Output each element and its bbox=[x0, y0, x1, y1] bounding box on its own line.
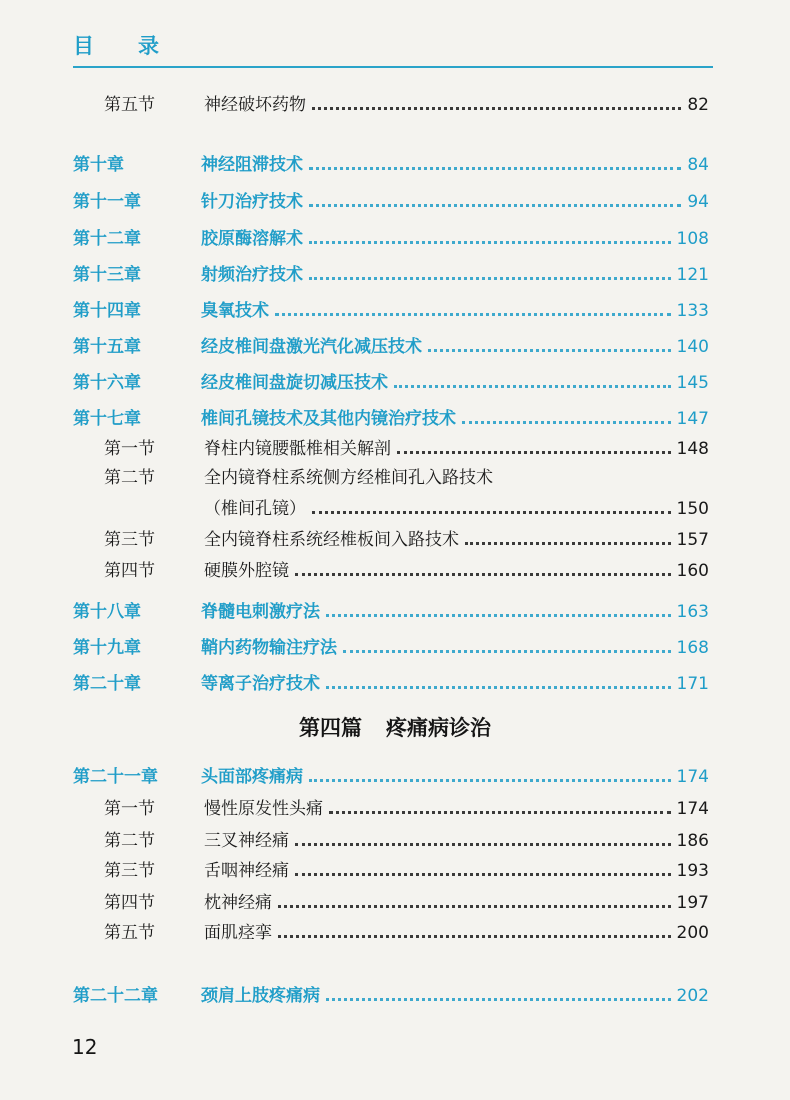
entry-number: 第四节 bbox=[104, 893, 155, 913]
entry-number: 第十六章 bbox=[73, 373, 141, 393]
toc-entry[interactable] bbox=[104, 525, 709, 555]
entry-page: 197 bbox=[676, 893, 709, 913]
dot-leader bbox=[326, 672, 671, 689]
entry-number: 第三节 bbox=[104, 861, 155, 881]
entry-page: 84 bbox=[687, 155, 709, 175]
entry-title: 神经破坏药物 bbox=[204, 95, 306, 115]
toc-entry[interactable] bbox=[104, 918, 709, 948]
entry-title: 面肌痉挛 bbox=[204, 923, 272, 943]
entry-page: 148 bbox=[676, 439, 709, 459]
toc-entry[interactable] bbox=[104, 90, 709, 120]
part-title-text: 疼痛病诊治 bbox=[386, 715, 491, 740]
dot-leader bbox=[312, 93, 681, 110]
toc-entry[interactable] bbox=[104, 826, 709, 856]
header-title: 目录 bbox=[73, 34, 203, 58]
part-number: 第四篇 bbox=[299, 715, 362, 740]
toc-entry[interactable] bbox=[73, 597, 709, 627]
entry-number: 第三节 bbox=[104, 530, 155, 550]
entry-number: 第二节 bbox=[104, 468, 155, 488]
entry-page: 133 bbox=[676, 301, 709, 321]
dot-leader bbox=[394, 371, 671, 388]
entry-page: 147 bbox=[676, 409, 709, 429]
dot-leader bbox=[309, 227, 671, 244]
entry-page: 140 bbox=[676, 337, 709, 357]
entry-title: 枕神经痛 bbox=[204, 893, 272, 913]
entry-title: 脊髓电刺激疗法 bbox=[201, 602, 320, 622]
dot-leader bbox=[278, 891, 671, 908]
dot-leader bbox=[275, 299, 671, 316]
entry-number: 第十二章 bbox=[73, 229, 141, 249]
entry-title: 三叉神经痛 bbox=[204, 831, 289, 851]
entry-number: 第十章 bbox=[73, 155, 124, 175]
entry-page: 168 bbox=[676, 638, 709, 658]
entry-number: 第十五章 bbox=[73, 337, 141, 357]
entry-number: 第二十章 bbox=[73, 674, 141, 694]
entry-page: 171 bbox=[676, 674, 709, 694]
entry-page: 121 bbox=[676, 265, 709, 285]
entry-number: 第十八章 bbox=[73, 602, 141, 622]
entry-number: 第十四章 bbox=[73, 301, 141, 321]
dot-leader bbox=[326, 984, 671, 1001]
toc-entry[interactable] bbox=[73, 633, 709, 663]
entry-title: 硬膜外腔镜 bbox=[204, 561, 289, 581]
toc-entry[interactable] bbox=[104, 888, 709, 918]
entry-page: 163 bbox=[676, 602, 709, 622]
dot-leader bbox=[309, 153, 681, 170]
entry-number: 第十九章 bbox=[73, 638, 141, 658]
dot-leader bbox=[312, 497, 671, 514]
entry-title: 胶原酶溶解术 bbox=[201, 229, 303, 249]
dot-leader bbox=[465, 528, 671, 545]
dot-leader bbox=[309, 263, 671, 280]
entry-page: 193 bbox=[676, 861, 709, 881]
entry-page: 174 bbox=[676, 767, 709, 787]
entry-page: 145 bbox=[676, 373, 709, 393]
toc-entry[interactable] bbox=[73, 150, 709, 180]
entry-title: 颈肩上肢疼痛病 bbox=[201, 986, 320, 1006]
entry-title: 全内镜脊柱系统经椎板间入路技术 bbox=[204, 530, 459, 550]
entry-number: 第一节 bbox=[104, 799, 155, 819]
entry-page: 186 bbox=[676, 831, 709, 851]
entry-number: 第四节 bbox=[104, 561, 155, 581]
entry-number: 第二节 bbox=[104, 831, 155, 851]
entry-title: 等离子治疗技术 bbox=[201, 674, 320, 694]
entry-title: 针刀治疗技术 bbox=[201, 192, 303, 212]
entry-page: 200 bbox=[676, 923, 709, 943]
dot-leader bbox=[326, 600, 671, 617]
entry-title: 经皮椎间盘激光汽化减压技术 bbox=[201, 337, 422, 357]
entry-number: 第一节 bbox=[104, 439, 155, 459]
entry-number: 第二十二章 bbox=[73, 986, 158, 1006]
toc-entry[interactable] bbox=[73, 260, 709, 290]
part-heading bbox=[0, 712, 790, 742]
entry-title: 神经阻滞技术 bbox=[201, 155, 303, 175]
toc-entry[interactable] bbox=[104, 463, 709, 493]
toc-entry[interactable] bbox=[73, 296, 709, 326]
dot-leader bbox=[329, 797, 671, 814]
dot-leader bbox=[343, 636, 671, 653]
toc-entry[interactable] bbox=[73, 981, 709, 1011]
toc-entry[interactable] bbox=[104, 494, 709, 524]
entry-page: 108 bbox=[676, 229, 709, 249]
toc-entry[interactable] bbox=[104, 434, 709, 464]
entry-number: 第十三章 bbox=[73, 265, 141, 285]
toc-entry[interactable] bbox=[73, 187, 709, 217]
dot-leader bbox=[397, 437, 671, 454]
entry-title: 慢性原发性头痛 bbox=[204, 799, 323, 819]
entry-number: 第五节 bbox=[104, 95, 155, 115]
dot-leader bbox=[309, 190, 681, 207]
dot-leader bbox=[428, 335, 671, 352]
toc-entry[interactable] bbox=[73, 368, 709, 398]
dot-leader bbox=[295, 829, 671, 846]
dot-leader bbox=[309, 765, 671, 782]
toc-entry[interactable] bbox=[104, 856, 709, 886]
toc-entry[interactable] bbox=[73, 224, 709, 254]
toc-entry[interactable] bbox=[104, 794, 709, 824]
entry-title: 全内镜脊柱系统侧方经椎间孔入路技术 bbox=[204, 468, 493, 488]
toc-entry[interactable] bbox=[73, 404, 709, 434]
entry-title: 脊柱内镜腰骶椎相关解剖 bbox=[204, 439, 391, 459]
dot-leader bbox=[295, 859, 671, 876]
entry-title: 鞘内药物输注疗法 bbox=[201, 638, 337, 658]
entry-page: 202 bbox=[676, 986, 709, 1006]
entry-title: 臭氧技术 bbox=[201, 301, 269, 321]
entry-title: 椎间孔镜技术及其他内镜治疗技术 bbox=[201, 409, 456, 429]
entry-page: 82 bbox=[687, 95, 709, 115]
page-number: 12 bbox=[72, 1035, 98, 1059]
entry-title: 射频治疗技术 bbox=[201, 265, 303, 285]
entry-number: 第五节 bbox=[104, 923, 155, 943]
entry-page: 160 bbox=[676, 561, 709, 581]
toc-entry[interactable] bbox=[73, 762, 709, 792]
dot-leader bbox=[295, 559, 671, 576]
entry-title: 舌咽神经痛 bbox=[204, 861, 289, 881]
toc-entry[interactable] bbox=[73, 332, 709, 362]
dot-leader bbox=[462, 407, 671, 424]
entry-title: 经皮椎间盘旋切减压技术 bbox=[201, 373, 388, 393]
entry-number: 第二十一章 bbox=[73, 767, 158, 787]
entry-page: 174 bbox=[676, 799, 709, 819]
entry-page: 157 bbox=[676, 530, 709, 550]
entry-title: 头面部疼痛病 bbox=[201, 767, 303, 787]
toc-entry[interactable] bbox=[104, 556, 709, 586]
entry-page: 94 bbox=[687, 192, 709, 212]
entry-number: 第十七章 bbox=[73, 409, 141, 429]
entry-page: 150 bbox=[676, 499, 709, 519]
toc-entry[interactable] bbox=[73, 669, 709, 699]
page-header bbox=[73, 18, 713, 68]
dot-leader bbox=[278, 921, 671, 938]
entry-title: （椎间孔镜） bbox=[204, 499, 306, 519]
entry-number: 第十一章 bbox=[73, 192, 141, 212]
